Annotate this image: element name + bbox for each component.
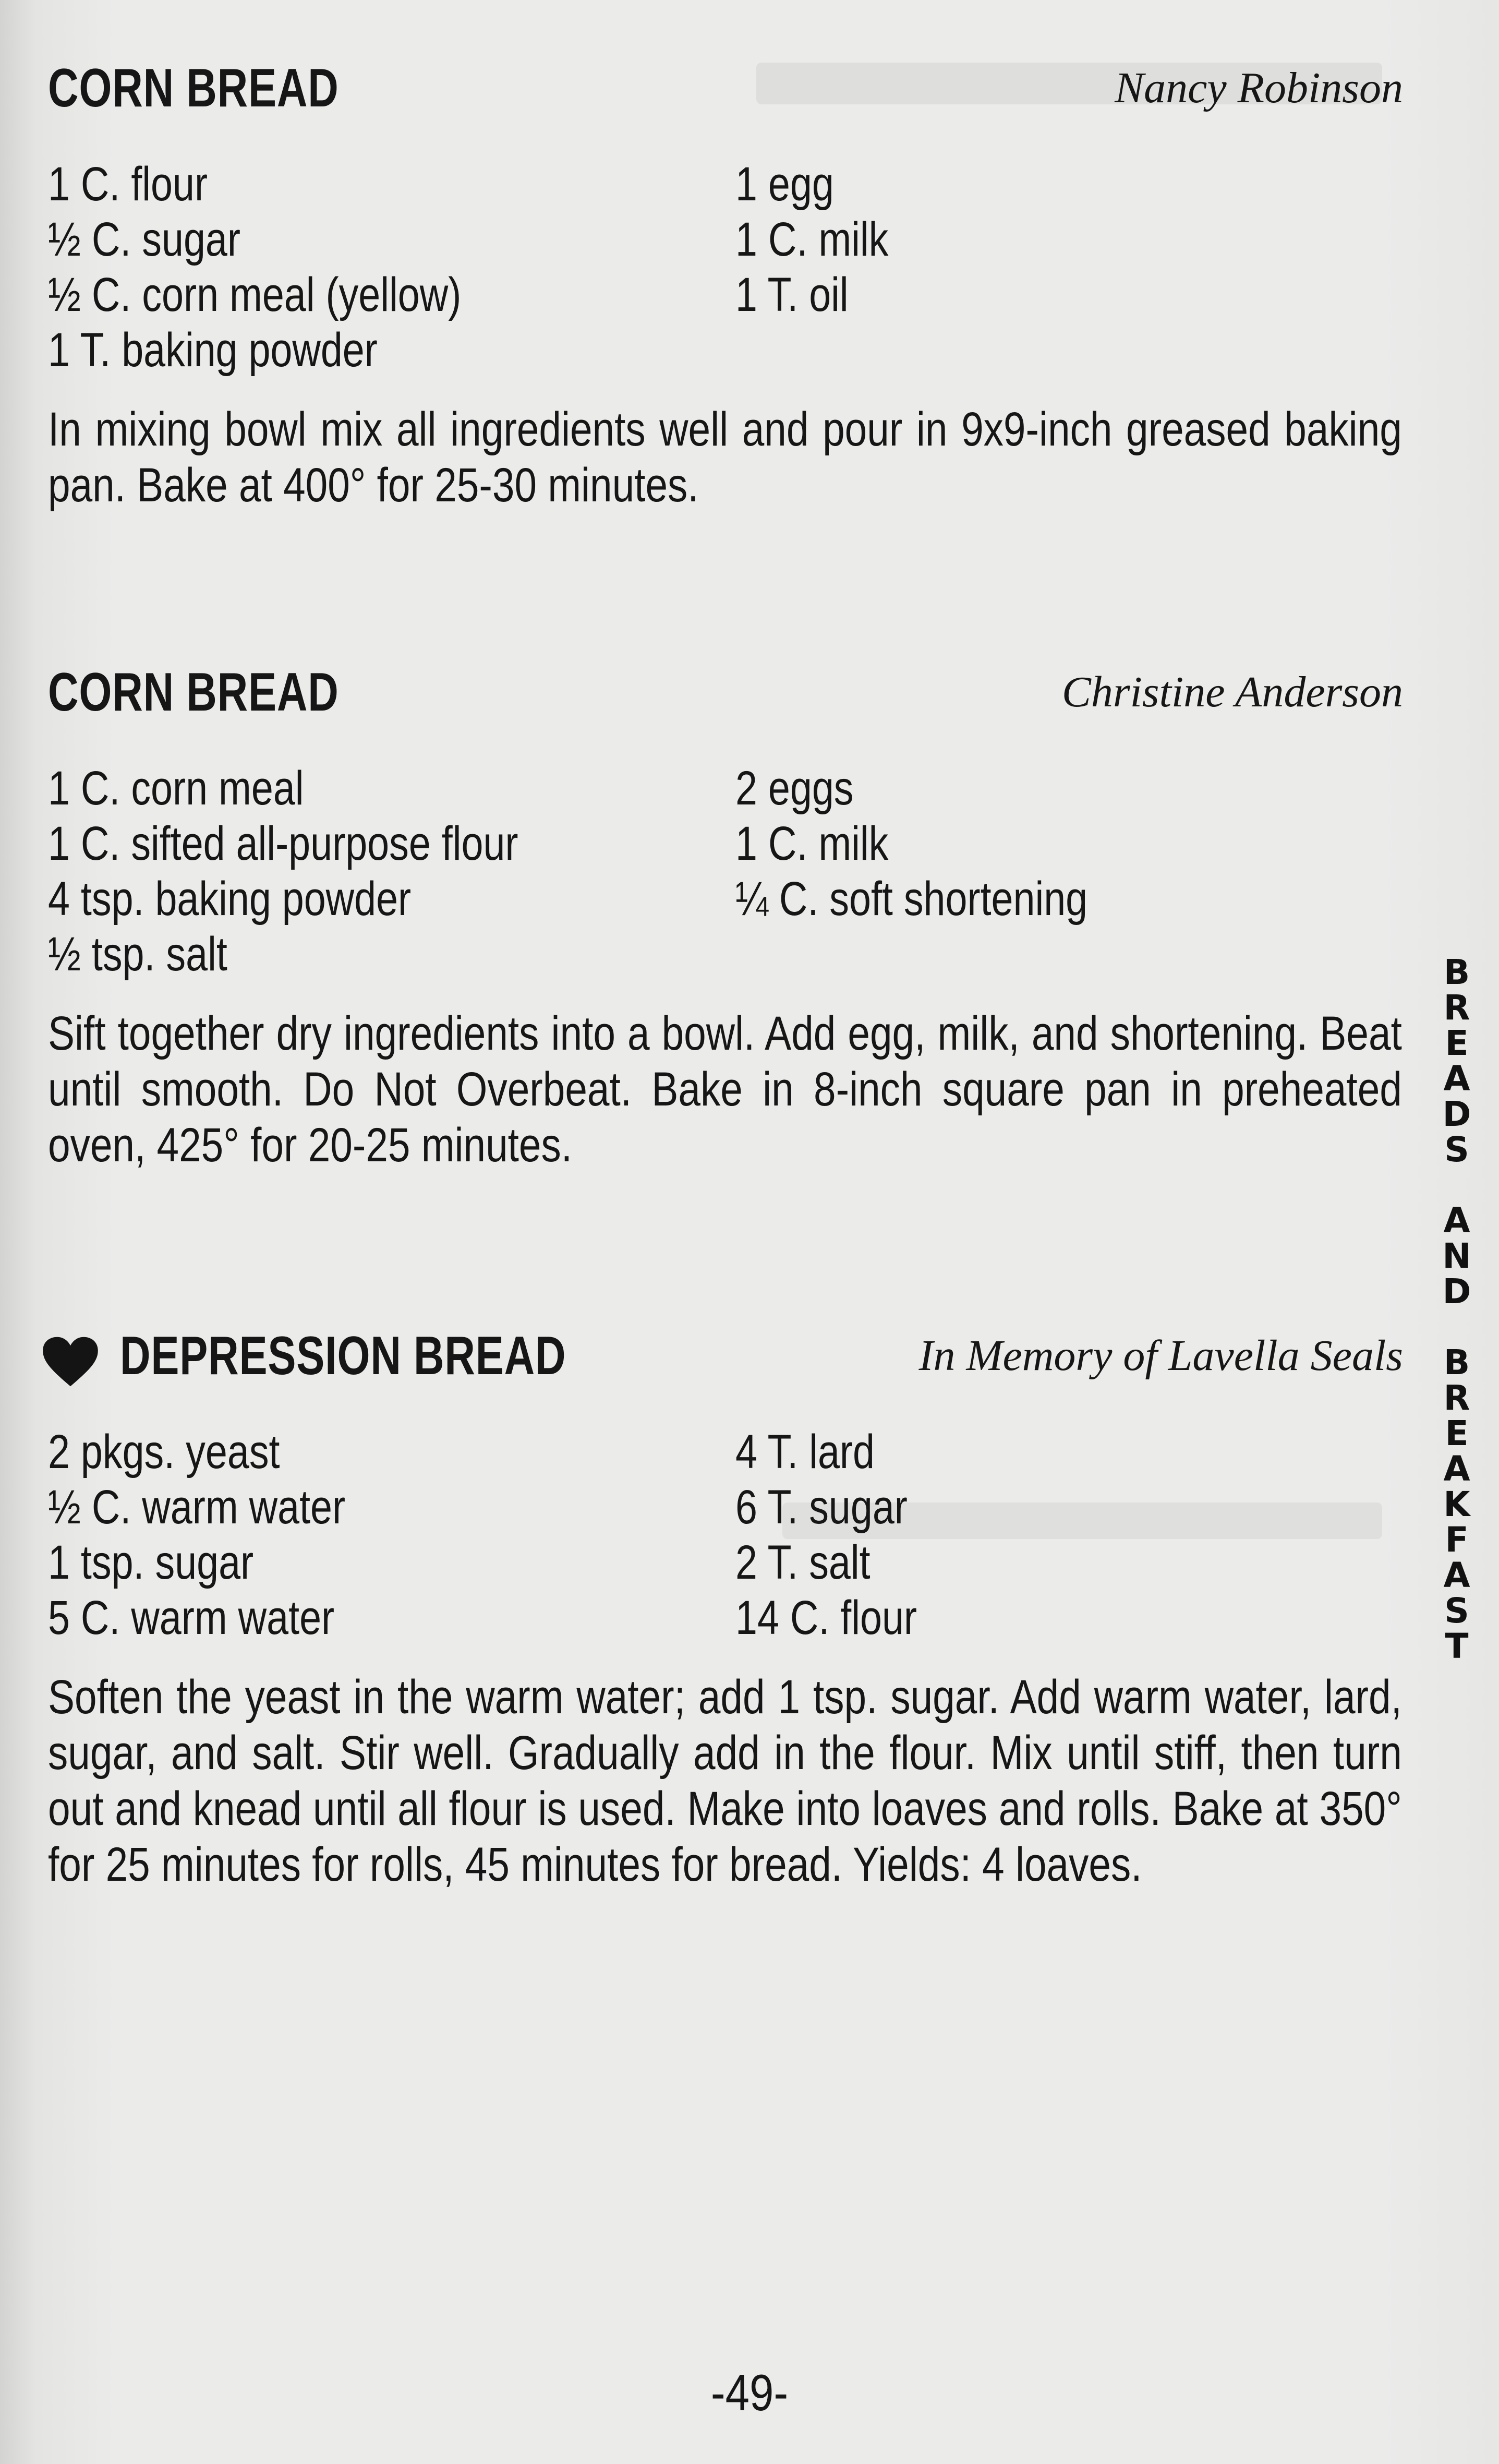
ingredient-item: 1 C. milk <box>735 817 889 870</box>
recipe-corn-bread-anderson <box>42 662 1403 1173</box>
section-tab-letter: N <box>1442 1236 1471 1276</box>
recipe-title: CORN BREAD <box>48 662 339 723</box>
recipe-depression-bread <box>42 1325 1403 1893</box>
section-tab-letter: K <box>1443 1484 1470 1524</box>
recipe-author: Nancy Robinson <box>1115 64 1403 112</box>
ingredient-item: 1 C. flour <box>48 158 208 211</box>
ingredient-column-left <box>48 761 621 982</box>
section-tab-letter: D <box>1442 1271 1471 1312</box>
section-tab-letter: E <box>1445 1023 1469 1063</box>
recipe-header <box>42 1325 1403 1393</box>
section-tab-letter: R <box>1443 988 1470 1028</box>
recipe-title: CORN BREAD <box>48 58 339 118</box>
recipe-title: DEPRESSION BREAD <box>120 1326 566 1386</box>
ingredient-item: 1 C. sifted all-purpose flour <box>48 817 518 870</box>
ingredient-item: 4 T. lard <box>735 1425 875 1479</box>
ingredient-item: 4 tsp. baking powder <box>48 872 412 925</box>
recipe-corn-bread-robinson <box>42 57 1403 513</box>
ingredient-item: 1 T. baking powder <box>48 323 378 377</box>
page-number: -49- <box>710 2364 789 2421</box>
section-tab-letter: E <box>1445 1413 1469 1453</box>
ingredient-item: 6 T. sugar <box>735 1481 908 1534</box>
section-tab-breads-and-breakfast <box>1428 952 1485 1666</box>
ingredient-item: ½ C. warm water <box>48 1481 346 1534</box>
recipe-header <box>42 57 1403 125</box>
section-tab-letter: B <box>1443 1342 1470 1383</box>
ingredient-list <box>42 157 1403 381</box>
section-tab-letter: S <box>1444 1129 1469 1170</box>
ingredient-item: 5 C. warm water <box>48 1591 335 1644</box>
ingredient-item: 1 T. oil <box>735 268 849 321</box>
ingredient-column-right <box>735 1424 957 1645</box>
ingredient-item: 1 C. corn meal <box>48 762 304 815</box>
ingredient-list <box>42 1424 1403 1649</box>
ingredient-list <box>42 761 1403 985</box>
recipe-author: In Memory of Lavella Seals <box>918 1331 1403 1380</box>
ingredient-item: 14 C. flour <box>735 1591 917 1644</box>
ingredient-item: 2 pkgs. yeast <box>48 1425 280 1479</box>
ingredient-item: 1 tsp. sugar <box>48 1536 254 1589</box>
ingredient-column-left <box>48 1424 410 1645</box>
heart-icon <box>42 1336 99 1388</box>
section-tab-letter: T <box>1445 1626 1469 1666</box>
ingredient-column-right <box>735 157 922 322</box>
ingredient-item: ½ C. sugar <box>48 213 240 266</box>
section-tab-letter: A <box>1443 1059 1470 1099</box>
recipe-directions: Soften the yeast in the warm water; add 1 tsp. sugar. Add warm water, lard, sugar, and salt. Stir well. Gradually add in the flour. Mix until stiff, then turn out and knead until all flour is used. Make into loaves and rolls. Bake at 350° for 25 minutes for rolls, 45 minutes for bread. Yields: 4 loaves. <box>48 1670 1402 1891</box>
recipe-header <box>42 662 1403 729</box>
section-tab-letter: R <box>1443 1378 1470 1418</box>
ingredient-item: ½ C. corn meal (yellow) <box>48 268 462 321</box>
recipe-author: Christine Anderson <box>1061 668 1403 716</box>
ingredient-column-right <box>735 761 1165 927</box>
section-tab-letter: A <box>1443 1200 1470 1241</box>
ingredient-item: 1 C. milk <box>735 213 889 266</box>
ingredient-item: ½ tsp. salt <box>48 928 227 981</box>
section-tab-letter: D <box>1442 1094 1471 1134</box>
recipe-directions: Sift together dry ingredients into a bowl. Add egg, milk, and shortening. Beat until smooth. Do Not Overbeat. Bake in 8-inch square pan in preheated oven, 425° for 20-25 minutes. <box>48 1007 1402 1172</box>
recipe-directions: In mixing bowl mix all ingredients well and pour in 9x9-inch greased baking pan. Bake at 400° for 25-30 minutes. <box>48 403 1402 512</box>
ingredient-item: 1 egg <box>735 158 834 211</box>
ingredient-item: ¼ C. soft shortening <box>735 872 1088 925</box>
section-tab-letter: A <box>1443 1449 1470 1489</box>
section-tab-letter: S <box>1444 1591 1469 1631</box>
section-tab-letter: A <box>1443 1555 1470 1595</box>
section-tab-letter: F <box>1445 1520 1469 1560</box>
section-tab-letter: B <box>1443 952 1470 992</box>
ingredient-item: 2 eggs <box>735 762 854 815</box>
ingredient-item: 2 T. salt <box>735 1536 871 1589</box>
ingredient-column-left <box>48 157 552 378</box>
